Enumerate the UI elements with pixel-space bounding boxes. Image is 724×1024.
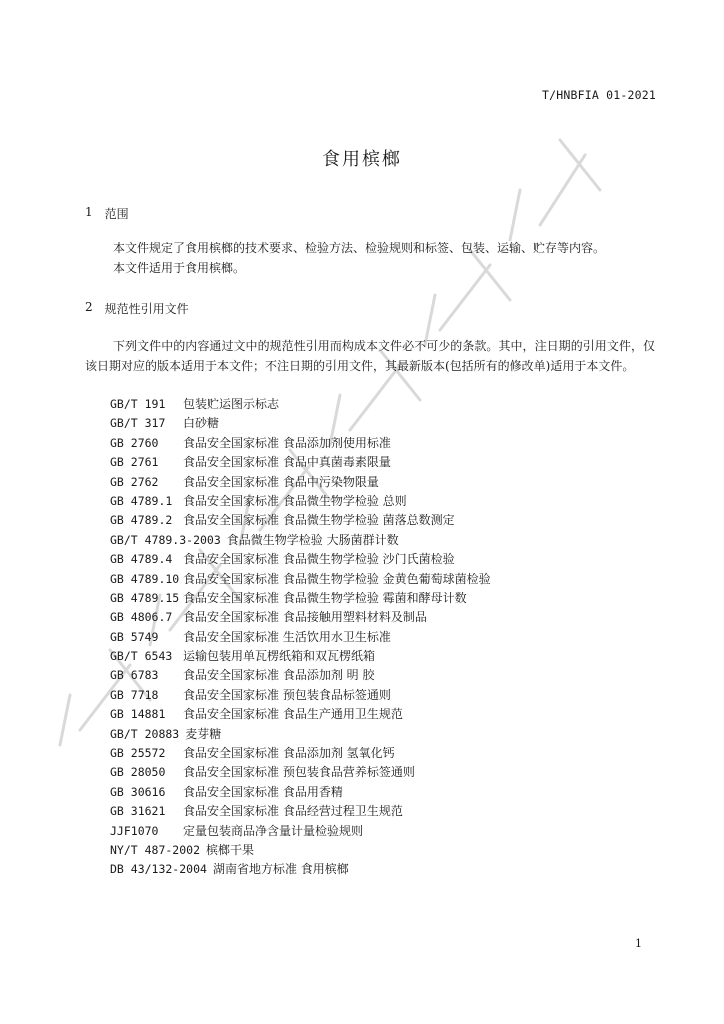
section-1-paragraph-1: 本文件规定了食用槟榔的技术要求、检验方法、检验规则和标签、包装、运输、贮存等内容。 — [113, 241, 606, 255]
reference-title: 食品安全国家标准 食品添加剂 氢氧化钙 — [183, 746, 395, 761]
reference-title: 白砂糖 — [183, 416, 220, 431]
list-item — [110, 414, 491, 433]
reference-title: 食品安全国家标准 食品微生物学检验 菌落总数测定 — [183, 513, 455, 528]
reference-code: GB 31621 — [110, 804, 166, 819]
section-1-heading — [85, 205, 129, 222]
reference-title: 麦芽糖 — [185, 726, 222, 741]
list-item — [110, 531, 491, 550]
reference-code: NY/T 487-2002 — [110, 842, 201, 857]
reference-title: 包装贮运图示标志 — [183, 397, 280, 411]
reference-code: GB 6783 — [110, 668, 159, 683]
reference-title: 食品安全国家标准 食品生产通用卫生规范 — [183, 707, 403, 722]
reference-code: GB 4806.7 — [110, 610, 173, 625]
reference-code: GB 4789.1 — [110, 493, 173, 508]
reference-title: 食品安全国家标准 食品接触用塑料材料及制品 — [183, 610, 427, 625]
list-item — [110, 725, 491, 744]
reference-code: GB 28050 — [110, 765, 166, 780]
reference-title: 食品安全国家标准 食品添加剂 明 胶 — [183, 668, 375, 683]
section-1-number: 1 — [85, 205, 93, 219]
reference-title: 食品安全国家标准 生活饮用水卫生标准 — [183, 629, 391, 644]
list-item — [110, 589, 491, 608]
reference-code: GB/T 6543 — [110, 649, 173, 664]
reference-code: GB 30616 — [110, 784, 166, 799]
reference-title: 食品安全国家标准 食品中真菌毒素限量 — [183, 455, 391, 470]
reference-code: GB 2760 — [110, 435, 159, 450]
reference-code: GB 5749 — [110, 629, 159, 644]
page-number: 1 — [635, 937, 642, 950]
list-item — [110, 860, 491, 879]
list-item — [110, 783, 491, 802]
section-2-title: 规范性引用文件 — [104, 302, 189, 316]
reference-title: 运输包装用单瓦楞纸箱和双瓦楞纸箱 — [183, 649, 376, 664]
list-item — [110, 841, 491, 860]
reference-code: GB/T 20883 — [110, 726, 180, 741]
list-item — [110, 473, 491, 492]
standard-code: T/HNBFIA 01-2021 — [542, 88, 656, 102]
reference-code: GB 14881 — [110, 707, 166, 722]
section-1-title: 范围 — [104, 207, 129, 221]
reference-code: GB 7718 — [110, 687, 159, 702]
reference-title: 定量包装商品净含量计量检验规则 — [183, 823, 364, 838]
reference-title: 食品安全国家标准 预包装食品标签通则 — [183, 687, 391, 702]
list-item — [110, 628, 491, 647]
list-item — [110, 744, 491, 763]
list-item — [110, 666, 491, 685]
section-1-paragraph-2: 本文件适用于食用槟榔。 — [113, 261, 246, 275]
list-item — [110, 511, 491, 530]
list-item — [110, 763, 491, 782]
reference-title: 槟榔干果 — [206, 842, 255, 857]
reference-title: 食品安全国家标准 食品中污染物限量 — [183, 474, 379, 489]
list-item — [110, 550, 491, 569]
reference-list — [110, 395, 491, 880]
list-item — [110, 492, 491, 511]
list-item — [110, 608, 491, 627]
reference-code: GB 4789.10 — [110, 571, 180, 586]
reference-title: 食品安全国家标准 食品微生物学检验 总则 — [183, 493, 407, 508]
reference-title: 食品安全国家标准 食品微生物学检验 霉菌和酵母计数 — [183, 590, 467, 605]
reference-code: GB/T 317 — [110, 416, 166, 431]
reference-code: GB/T 191 — [110, 397, 166, 411]
section-2-number: 2 — [85, 300, 93, 314]
list-item — [110, 395, 491, 414]
reference-code: GB 4789.15 — [110, 590, 180, 605]
list-item — [110, 822, 491, 841]
reference-title: 食品安全国家标准 食品添加剂使用标准 — [183, 435, 391, 450]
list-item — [110, 647, 491, 666]
reference-title: 食品微生物学检验 大肠菌群计数 — [226, 532, 399, 547]
document-title: 食用槟榔 — [322, 149, 402, 170]
reference-title: 湖南省地方标准 食用槟榔 — [212, 862, 349, 877]
section-2-intro: 下列文件中的内容通过文中的规范性引用而构成本文件必不可少的条款。其中，注日期的引用文件，仅该日期对应的版本适用于本文件；不注日期的引用文件，其最新版本(包括所有的修改单)适用于本文件。 — [85, 339, 655, 373]
list-item — [110, 705, 491, 724]
reference-code: GB 2762 — [110, 474, 159, 489]
reference-title: 食品安全国家标准 食品微生物学检验 金黄色葡萄球菌检验 — [183, 571, 491, 586]
reference-title: 食品安全国家标准 食品经营过程卫生规范 — [183, 804, 403, 819]
list-item — [110, 453, 491, 472]
list-item — [110, 434, 491, 453]
reference-code: DB 43/132-2004 — [110, 862, 207, 877]
list-item — [110, 570, 491, 589]
reference-title: 食品安全国家标准 预包装食品营养标签通则 — [183, 765, 415, 780]
reference-code: GB 2761 — [110, 455, 159, 470]
reference-code: GB 25572 — [110, 746, 166, 761]
list-item — [110, 802, 491, 821]
section-2-heading — [85, 300, 189, 317]
reference-title: 食品安全国家标准 食品微生物学检验 沙门氏菌检验 — [183, 552, 455, 567]
reference-code: GB/T 4789.3-2003 — [110, 532, 221, 547]
reference-code: GB 4789.2 — [110, 513, 173, 528]
reference-code: JJF1070 — [110, 823, 159, 838]
list-item — [110, 686, 491, 705]
reference-title: 食品安全国家标准 食品用香精 — [183, 784, 343, 799]
reference-code: GB 4789.4 — [110, 552, 173, 567]
